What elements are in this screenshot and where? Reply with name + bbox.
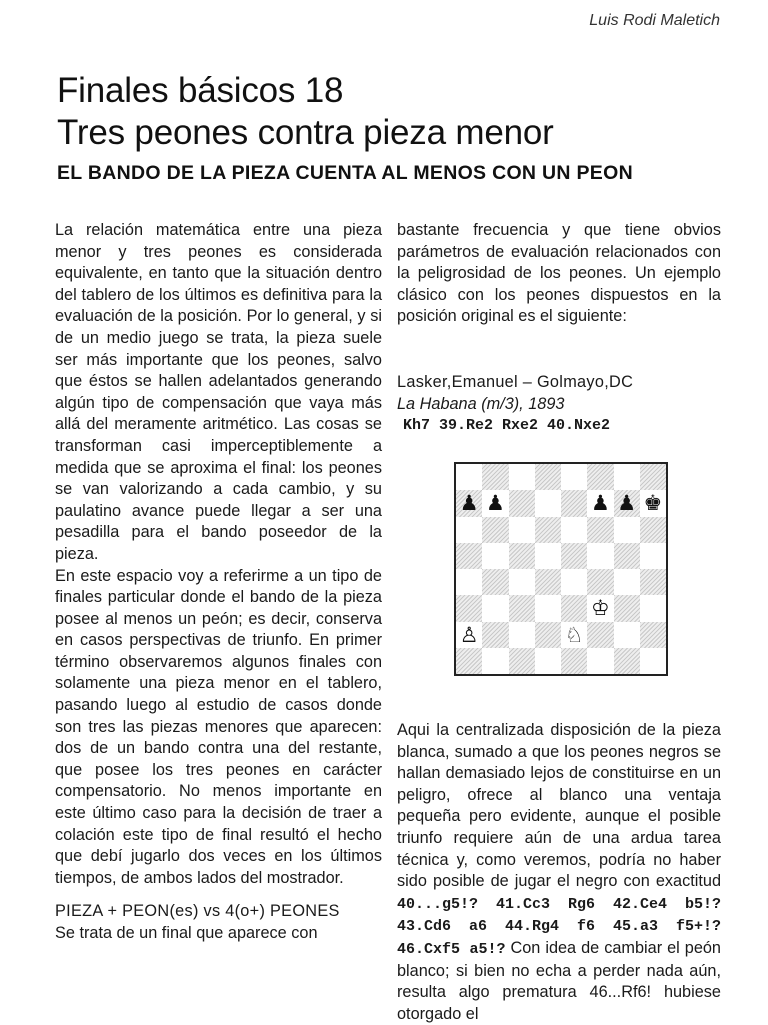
board-square-g2 — [614, 622, 640, 648]
board-square-e3 — [561, 595, 587, 621]
board-square-h5 — [640, 543, 666, 569]
board-square-h6 — [640, 517, 666, 543]
board-square-h4 — [640, 569, 666, 595]
board-square-b5 — [482, 543, 508, 569]
board-square-e4 — [561, 569, 587, 595]
analysis-text-c: hubiese otorgado el — [397, 983, 721, 1023]
board-square-e5 — [561, 543, 587, 569]
board-square-b2 — [482, 622, 508, 648]
section-heading: PIEZA + PEON(es) vs 4(o+) PEONES — [55, 902, 340, 921]
board-square-c8 — [509, 464, 535, 490]
white-king-f3-icon: ♔ — [590, 596, 610, 621]
board-square-b6 — [482, 517, 508, 543]
board-square-f4 — [587, 569, 613, 595]
board-square-d2 — [535, 622, 561, 648]
analysis-text-a: Aqui la centralizada disposición de la pieza blanca, sumado a que los peones negros se hallan demasiado lejos de constituirse en un peligro, ofrece al blanco una ventaja pequeña pero evidente, aunque el posible triunfo requiere aún de una ardua tarea técnica y, como veremos, podría no haber sido posible de jugar el negro con exactitud — [397, 721, 721, 891]
board-square-e1 — [561, 648, 587, 674]
analysis-moves-b: 46...Rf6! — [589, 983, 652, 1002]
board-square-b1 — [482, 648, 508, 674]
white-pawn-a2-icon: ♙ — [459, 622, 479, 647]
game-moves: Kh7 39.Re2 Rxe2 40.Nxe2 — [403, 417, 611, 435]
author-name: Luis Rodi Maletich — [589, 12, 720, 29]
board-square-h2 — [640, 622, 666, 648]
chess-board — [456, 464, 666, 674]
board-square-d6 — [535, 517, 561, 543]
article-title — [57, 70, 737, 154]
black-king-h7-icon: ♚ — [643, 491, 663, 516]
board-square-g3 — [614, 595, 640, 621]
board-square-d1 — [535, 648, 561, 674]
board-square-d8 — [535, 464, 561, 490]
game-event: La Habana (m/3), 1893 — [397, 394, 565, 413]
black-pawn-f7-icon: ♟ — [590, 491, 610, 516]
board-square-c7 — [509, 490, 535, 516]
black-pawn-a7-icon: ♟ — [459, 491, 479, 516]
board-square-a1 — [456, 648, 482, 674]
board-square-a5 — [456, 543, 482, 569]
board-square-f1 — [587, 648, 613, 674]
article-subtitle: EL BANDO DE LA PIEZA CUENTA AL MENOS CON UN PEON — [57, 162, 633, 184]
game-header — [397, 372, 721, 437]
board-square-b4 — [482, 569, 508, 595]
board-square-b8 — [482, 464, 508, 490]
game-players: Lasker,Emanuel – Golmayo,DC — [397, 373, 634, 391]
board-square-e7 — [561, 490, 587, 516]
board-square-a8 — [456, 464, 482, 490]
board-square-g6 — [614, 517, 640, 543]
board-square-d5 — [535, 543, 561, 569]
board-square-h1 — [640, 648, 666, 674]
board-square-d4 — [535, 569, 561, 595]
board-square-e8 — [561, 464, 587, 490]
analysis-paragraph — [397, 720, 721, 1025]
white-knight-e2-icon: ♘ — [564, 622, 584, 647]
black-pawn-b7-icon: ♟ — [485, 491, 505, 516]
chess-diagram — [454, 462, 668, 676]
board-square-c2 — [509, 622, 535, 648]
left-paragraph-2: En este espacio voy a referirme a un tipo de finales particular donde el bando de la pieza posee al menos un peón; es decir, conserva en casos perspectivas de triunfo. En primer término observaremos algunos finales con solamente una pieza menor en el tablero, pasando luego al estudio de casos donde son tres las piezas menores que aparecen: dos de un bando contra una del restante, que posee los tres peones en carácter compensatorio. No menos importante en este último caso para la decisión de traer a colación este tipo de final resultó el hecho que debí jugarlo dos veces en los últimos tiempos, de ambos lados del mostrador. — [55, 566, 382, 887]
analysis-text — [397, 720, 721, 1025]
title-line-1: Finales básicos 18 — [57, 71, 344, 110]
board-square-c4 — [509, 569, 535, 595]
title-line-2: Tres peones contra pieza menor — [57, 113, 554, 152]
board-square-g8 — [614, 464, 640, 490]
board-square-a3 — [456, 595, 482, 621]
right-paragraph-1: bastante frecuencia y que tiene obvios parámetros de evaluación relacionados con la peligrosidad de los peones. Un ejemplo clásico con los peones dispuestos en la posición original es el siguiente: — [397, 221, 721, 326]
board-square-c6 — [509, 517, 535, 543]
analysis-text-b: Con idea de cambiar el peón blanco; si bien no echa a perder nada aún, resulta algo prematura — [397, 938, 721, 1002]
board-square-a4 — [456, 569, 482, 595]
analysis-moves-a: 40...g5!? 41.Cc3 Rg6 42.Ce4 b5!? 43.Cd6 a6 44.Rg4 f6 45.a3 f5+!? 46.Cxf5 a5!? — [397, 895, 721, 958]
board-square-g1 — [614, 648, 640, 674]
board-square-c5 — [509, 543, 535, 569]
board-square-f8 — [587, 464, 613, 490]
black-pawn-g7-icon: ♟ — [617, 491, 637, 516]
board-square-d7 — [535, 490, 561, 516]
board-square-f5 — [587, 543, 613, 569]
board-square-c1 — [509, 648, 535, 674]
board-square-g4 — [614, 569, 640, 595]
right-column-top — [397, 220, 721, 328]
board-square-h3 — [640, 595, 666, 621]
board-square-a6 — [456, 517, 482, 543]
left-column — [55, 220, 382, 945]
board-square-h8 — [640, 464, 666, 490]
board-square-g5 — [614, 543, 640, 569]
board-square-f2 — [587, 622, 613, 648]
board-square-c3 — [509, 595, 535, 621]
board-square-d3 — [535, 595, 561, 621]
board-square-f6 — [587, 517, 613, 543]
board-square-b3 — [482, 595, 508, 621]
left-paragraph-3: Se trata de un final que aparece con — [55, 924, 318, 942]
board-square-e6 — [561, 517, 587, 543]
left-paragraph-1: La relación matemática entre una pieza menor y tres peones es considerada equivalente, en tanto que la situación dentro del tablero de los últimos es definitiva para la evaluación de la posición. Por lo general, y si de un medio juego se trata, la pieza suele ser más importante que los peones, salvo que éstos se hallen adelantados generando algún tipo de compensación que vaya más allá del meramente aritmético. Las cosas se transforman casi imperceptiblemente a medida que se aproxima el final: los peones se van valorizando a cada cambio, y su paulatino avance puede llegar a ser una pesadilla para el bando poseedor de la pieza. — [55, 221, 382, 563]
